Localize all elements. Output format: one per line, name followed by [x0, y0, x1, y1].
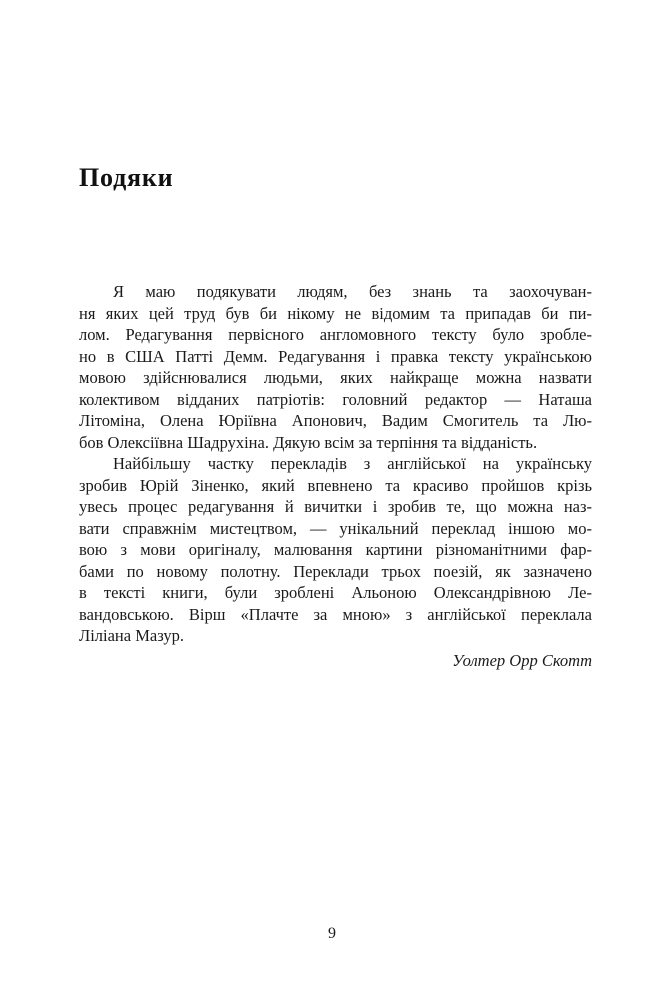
- text-line: мовою здійснювалися людьми, яких найкраще можна назвати: [79, 368, 592, 387]
- text-line: в тексті книги, були зроблені Альоною Олександрівною Ле-: [79, 583, 592, 602]
- page-content: [79, 163, 592, 671]
- text-line: но в США Патті Демм. Редагування і правка тексту українською: [79, 346, 592, 366]
- text-line: Літоміна, Олена Юріївна Апонович, Вадим Смогитель та Лю-: [79, 411, 592, 430]
- signature: Уолтер Орр Скотт: [452, 650, 592, 670]
- text-line: бов Олексіївна Шадрухіна. Дякую всім за терпіння та відданість.: [79, 432, 538, 452]
- text-line: вою з мови оригіналу, малювання картини різноманітними фар-: [79, 540, 592, 559]
- text-line: Найбільшу частку перекладів з англійської на українську: [113, 454, 592, 473]
- text-line: ня яких цей труд був би нікому не відомим та припадав би пи-: [79, 303, 592, 323]
- text-line: вандовською. Вірш «Плачте за мною» з англійської переклала: [79, 604, 592, 624]
- page-number: 9: [328, 925, 336, 942]
- text-line: Ліліана Мазур.: [79, 626, 184, 645]
- paragraph: [79, 281, 592, 453]
- text-line: Я маю подякувати людям, без знань та заохочуван-: [113, 282, 592, 301]
- text-line: лом. Редагування первісного англомовного тексту було зробле-: [79, 325, 592, 344]
- chapter-title: Подяки: [79, 163, 174, 192]
- text-line: зробив Юрій Зіненко, який впевнено та красиво пройшов крізь: [79, 475, 592, 495]
- text-line: колективом відданих патріотів: головний редактор — Наташа: [79, 389, 592, 409]
- paragraph: [79, 453, 592, 647]
- body-text: [79, 281, 592, 647]
- text-line: вати справжнім мистецтвом, — унікальний переклад іншою мо-: [79, 518, 592, 538]
- text-line: увесь процес редагування й вичитки і зробив те, що можна наз-: [79, 497, 592, 516]
- text-line: бами по новому полотну. Переклади трьох поезій, як зазначено: [79, 561, 592, 581]
